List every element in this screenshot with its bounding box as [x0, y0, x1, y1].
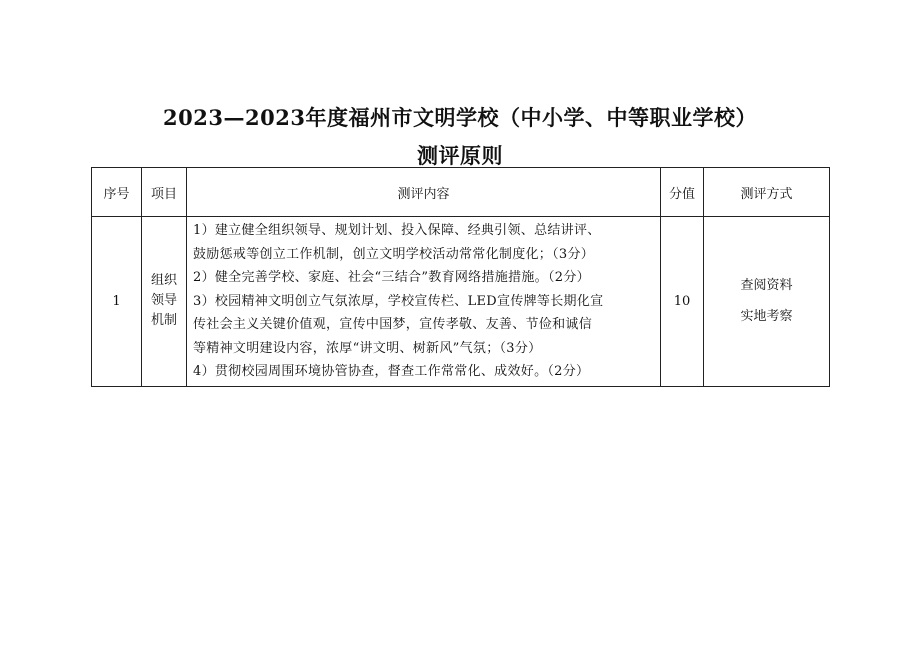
content-line: 2）健全完善学校、家庭、社会“三结合”教育网络措施措施。（2分）: [193, 270, 590, 285]
content-line: 3）校园精神文明创立气氛浓厚，学校宣传栏、LED宣传牌等长期化宣: [193, 293, 604, 309]
cell-content: [187, 217, 661, 387]
table-row: [92, 217, 830, 387]
content-line: 4）贯彻校园周围环境协管协查，督查工作常常化、成效好。（2分）: [193, 364, 590, 379]
cell-no: 1: [92, 217, 142, 387]
content-line: 传社会主义关键价值观，宣传中国梦，宣传孝敬、友善、节俭和诚信: [193, 317, 593, 332]
header-method: 测评方式: [704, 168, 830, 217]
content-line: 1）建立健全组织领导、规划计划、投入保障、经典引领、总结讲评、: [193, 223, 601, 238]
header-no: 序号: [92, 168, 142, 217]
evaluation-table: [91, 167, 830, 387]
method-line: 查阅资料: [740, 278, 793, 294]
item-line: 机制: [150, 313, 177, 329]
header-content: 测评内容: [187, 168, 661, 217]
content-line: 等精神文明建设内容，浓厚“讲文明、树新风”气氛；（3分）: [193, 340, 542, 356]
table-header-row: [92, 168, 830, 217]
cell-score: 10: [661, 217, 704, 387]
cell-item: [142, 217, 187, 387]
item-line: 领导: [150, 293, 177, 309]
item-line: 组织: [150, 273, 177, 289]
cell-method: [704, 217, 830, 387]
header-score: 分值: [661, 168, 704, 217]
content-line: 鼓励惩戒等创立工作机制，创立文明学校活动常常化制度化；（3分）: [193, 246, 595, 262]
header-item: 项目: [142, 168, 187, 217]
document-title: 2023—2023年度福州市文明学校（中小学、中等职业学校）: [163, 105, 757, 130]
document-subtitle: 测评原则: [417, 143, 503, 168]
method-line: 实地考察: [740, 309, 793, 325]
